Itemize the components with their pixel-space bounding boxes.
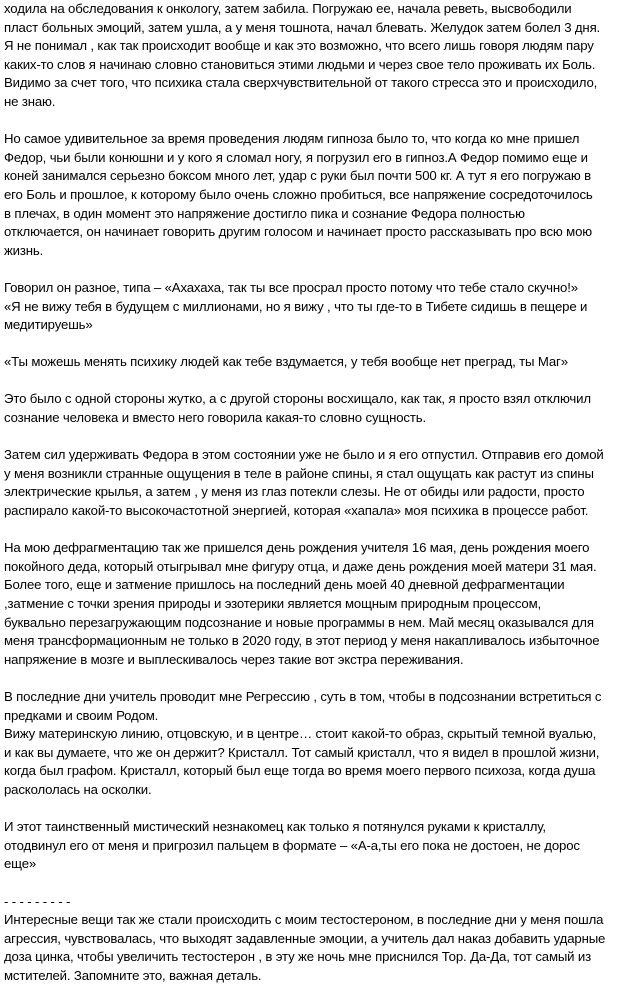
text-line: отключается, он начинает говорить другим голосом и начинает просто рассказывать про всю мою [4, 224, 592, 240]
text-line: отодвинул его от меня и пригрозил пальцем в формате – «А-а,ты его пока не достоен, не дорос [4, 837, 580, 853]
paragraph-4 [4, 353, 618, 372]
text-line: И этот таинственный мистический незнакомец как только я потянулся руками к кристаллу, [4, 819, 546, 835]
paragraph-1 [4, 0, 618, 112]
text-line: Видимо за счет того, что психика стала сверхчувствительной от такого стресса это и происходило, [4, 75, 598, 91]
paragraph-3 [4, 279, 618, 335]
paragraph-8 [4, 688, 618, 800]
paragraph-gap [4, 669, 618, 688]
text-line: На мою дефрагментацию так же пришелся день рождения учителя 16 мая, день рождения моего [4, 540, 590, 556]
paragraph-2 [4, 130, 618, 260]
text-line: Я не понимал , как так происходит вообще и как это возможно, что всего лишь говоря людям пару [4, 38, 594, 54]
text-line: предками и своим Родом. [4, 707, 159, 723]
section-separator: - - - - - - - - - [4, 893, 71, 909]
paragraph-gap [4, 112, 618, 131]
paragraph-7 [4, 539, 618, 669]
text-line: доза цинка, чтобы увеличить тестостерон , в эту же ночь мне приснился Тор. Да-Да, тот самый из [4, 949, 592, 965]
paragraph-gap [4, 372, 618, 391]
text-line: пласт больных эмоций, затем ушла, а у меня тошнота, начал блевать. Желудок затем болел 3 дня. [4, 19, 601, 35]
paragraph-gap [4, 335, 618, 354]
text-line: не знаю. [4, 93, 56, 109]
text-line: ходила на обследования к онкологу, затем забила. Погружаю ее, начала реветь, высвободили [4, 1, 572, 16]
text-line: мстителей. Запомните это, важная деталь. [4, 967, 262, 983]
text-line: ,затмение с точки зрения природы и эзотерики является мощным природным процессом, [4, 596, 542, 611]
text-line: электрические крылья, а затем , у меня из глаз потекли слезы. Не от обиды или радости, просто [4, 484, 585, 500]
text-line: каких-то слов я начинаю словно становиться этими людьми и через свое тело проживать их Боль. [4, 56, 596, 72]
text-line: Затем сил удерживать Федора в этом состоянии уже не было и я его отпустил. Отправив его домой [4, 447, 604, 463]
text-line: В последние дни учитель проводит мне Регрессию , суть в том, чтобы в подсознании встретиться с [4, 688, 602, 704]
text-line: и как вы думаете, что же он держит? Кристалл. Тот самый кристалл, что я видел в прошлой жизни, [4, 744, 600, 760]
text-line: покойного деда, который отыгрывал мне фигуру отца, и даже день рождения моей матери 31 мая. [4, 558, 597, 574]
text-line: Но самое удивительное за время проведения людям гипноза было то, что когда ко мне пришел [4, 131, 580, 147]
text-line: коней занимался серьезно боксом много лет, удар с руки был почти 500 кг. А тут я его погружаю в [4, 168, 592, 184]
text-line: «Ты можешь менять психику людей как тебе вздумается, у тебя вообще нет преград, ты Маг» [4, 354, 568, 370]
paragraph-gap [4, 874, 618, 893]
paragraph-gap [4, 428, 618, 447]
document-page [4, 0, 618, 985]
final-paragraph [4, 911, 618, 985]
text-line: Говорил он разное, типа – «Ахахаха, так ты все просрал просто потому что тебе стало скучно!» [4, 279, 578, 295]
paragraph-5 [4, 390, 618, 427]
text-line: медитируешь» [4, 317, 93, 333]
text-line: агрессия, чувствовалась, что выходят задавленные эмоции, а учитель дал наказ добавить ударные [4, 930, 606, 946]
text-line: меня трансформационным не только в 2020 году, в этот период у меня накапливалось избыточное [4, 633, 600, 649]
text-line: Интересные вещи так же стали происходить с моим тестостероном, в последние дни у меня пошла [4, 912, 604, 928]
paragraph-6 [4, 446, 618, 520]
text-line: «Я не вижу тебя в будущем с миллионами, но я вижу , что ты где-то в Тибете сидишь в пещере и [4, 298, 588, 314]
text-line: Это было с одной стороны жутко, а с другой стороны восхищало, как так, я просто взял отключил [4, 391, 591, 407]
text-line: у меня возникли странные ощущения в теле в районе спины, я стал ощущать как растут из спины [4, 465, 594, 481]
text-line: когда был графом. Кристалл, который был еще тогда во время моего первого психоза, когда душа [4, 763, 596, 779]
text-line: Федор, чьи были конюшни и у кого я сломал ногу, я погрузил его в гипноз.А Федор помимо еще и [4, 149, 588, 165]
text-line: жизнь. [4, 242, 44, 258]
paragraph-gap [4, 521, 618, 540]
text-line: распирало какой-то высокочастотной энергией, которая «хапала» моя психика в процессе работ. [4, 503, 589, 519]
paragraph-gap [4, 260, 618, 279]
text-line: раскололась на осколки. [4, 781, 152, 797]
text-line: буквально перезагружающим подсознание и новые программы в нем. Май месяц оказывался для [4, 614, 594, 630]
text-line: напряжение в мозге и выплескивалось через такие вот экстра переживания. [4, 651, 464, 667]
text-line: сознание человека и вместо него говорила какая-то словно сущность. [4, 410, 426, 426]
paragraph-9 [4, 818, 618, 874]
text-line: Вижу материнскую линию, отцовскую, и в центре… стоит какой-то образ, скрытый темной вуалью, [4, 726, 597, 742]
text-line: еще» [4, 856, 37, 872]
text-line: его Боль и прошлое, к которому было очень сложно пробиться, все напряжение сосредоточилось [4, 186, 593, 202]
text-line: Более того, еще и затмение пришлось на последний день моей 40 дневной дефрагментации [4, 577, 565, 593]
paragraph-gap [4, 800, 618, 819]
text-line: в плечах, в один момент это напряжение достигло пика и сознание Федора полностью [4, 205, 525, 221]
